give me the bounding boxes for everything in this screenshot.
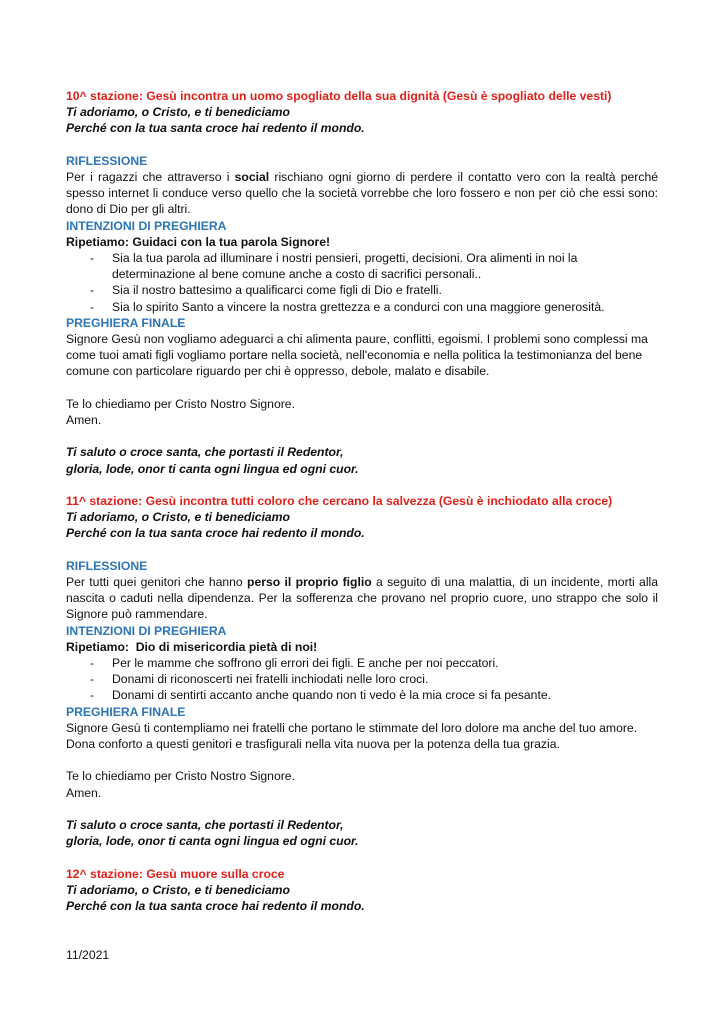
list-item: - Sia lo spirito Santo a vincere la nostra grettezza e a condurci con una maggiore generosità. xyxy=(66,299,658,315)
station-title: 10^ stazione: Gesù incontra un uomo spogliato della sua dignità (Gesù è spogliato delle vesti) xyxy=(66,89,612,103)
station-10 xyxy=(66,88,658,493)
list-item: - Donami di riconoscerti nei fratelli inchiodati nelle loro croci. xyxy=(66,671,658,687)
section-heading-preghiera: PREGHIERA FINALE xyxy=(66,704,186,719)
acclamation-line: Ti adoriamo, o Cristo, e ti benediciamo xyxy=(66,882,290,897)
station-title: 12^ stazione: Gesù muore sulla croce xyxy=(66,866,285,881)
ripetiamo-line: Ripetiamo: Dio di misericordia pietà di noi! xyxy=(66,639,318,654)
document-page xyxy=(66,88,658,914)
section-heading-preghiera: PREGHIERA FINALE xyxy=(66,315,186,330)
riflessione-text xyxy=(66,574,658,623)
list-item: - Per le mamme che soffrono gli errori dei figli. E anche per noi peccatori. xyxy=(66,655,658,671)
page-footer-date: 11/2021 xyxy=(66,948,110,962)
preghiera-text: Signore Gesù ti contempliamo nei fratelli che portano le stimmate del loro dolore ma anche del tuo amore. Dona conforto a questi genitori e trasfigurali nella vita nuova per la potenza della tua grazia. xyxy=(66,720,638,752)
text-run: Per tutti quei genitori che hanno xyxy=(66,575,248,590)
closing-line: Te lo chiediamo per Cristo Nostro Signore. xyxy=(66,396,295,411)
acclamation-line: Ti adoriamo, o Cristo, e ti benediciamo xyxy=(66,105,290,120)
riflessione-text xyxy=(66,169,658,218)
ripetiamo-line: Ripetiamo: Guidaci con la tua parola Signore! xyxy=(66,234,331,249)
list-item: - Sia il nostro battesimo a qualificarci come figli di Dio e fratelli. xyxy=(66,282,658,298)
amen-line: Amen. xyxy=(66,785,102,800)
hymn-line: gloria, lode, onor ti canta ogni lingua ed ogni cuor. xyxy=(66,461,359,476)
text-run-bold: social xyxy=(234,170,270,184)
text-run: Per i ragazzi che attraverso i xyxy=(66,170,235,184)
station-12 xyxy=(66,866,658,915)
section-heading-intenzioni: INTENZIONI DI PREGHIERA xyxy=(66,623,227,638)
list-item: - Donami di sentirti accanto anche quando non ti vedo è la mia croce si fa pesante. xyxy=(66,687,658,703)
section-heading-riflessione: RIFLESSIONE xyxy=(66,558,148,573)
acclamation-line: Perché con la tua santa croce hai redento il mondo. xyxy=(66,121,365,136)
acclamation-line: Perché con la tua santa croce hai redento il mondo. xyxy=(66,526,365,541)
text-run: rischiano ogni giorno di perdere il contatto vero con la realtà perché spesso internet li conduce verso quello che la società vorrebbe che loro fossero e non per ciò che essi sono: dono di Dio per gli altri. xyxy=(66,170,659,217)
hymn-line: Ti saluto o croce santa, che portasti il Redentor, xyxy=(66,445,344,460)
acclamation-line: Perché con la tua santa croce hai redento il mondo. xyxy=(66,899,365,914)
intenzioni-list xyxy=(66,655,658,704)
text-run-bold: perso il proprio figlio xyxy=(247,575,372,590)
text-run: a seguito di una malattia, di un incidente, morti alla nascita o caduti nella dipendenza. Per la sofferenza che provano nel proprio cuore, uno strappo che solo il Signore può rammendare. xyxy=(66,575,659,622)
intenzioni-list xyxy=(66,250,658,315)
hymn-line: Ti saluto o croce santa, che portasti il Redentor, xyxy=(66,818,344,833)
section-heading-riflessione: RIFLESSIONE xyxy=(66,153,148,168)
hymn-line: gloria, lode, onor ti canta ogni lingua ed ogni cuor. xyxy=(66,834,359,849)
station-11 xyxy=(66,493,658,866)
closing-line: Te lo chiediamo per Cristo Nostro Signore. xyxy=(66,769,295,784)
section-heading-intenzioni: INTENZIONI DI PREGHIERA xyxy=(66,218,227,233)
station-title: 11^ stazione: Gesù incontra tutti coloro che cercano la salvezza (Gesù è inchiodato alla croce) xyxy=(66,494,613,509)
preghiera-text: Signore Gesù non vogliamo adeguarci a chi alimenta paure, conflitti, egoismi. I problemi sono complessi ma come tuoi amati figli vogliamo portare nella società, nell'economia e nella politica la testimonianza del bene comune con particolare riguardo per chi è oppresso, debole, malato e disabile. xyxy=(66,332,648,379)
acclamation-line: Ti adoriamo, o Cristo, e ti benediciamo xyxy=(66,510,290,525)
amen-line: Amen. xyxy=(66,413,102,428)
list-item: - Sia la tua parola ad illuminare i nostri pensieri, progetti, decisioni. Ora alimenti in noi la determinazione al bene comune anche a costo di sacrifici personali.. xyxy=(66,250,658,282)
